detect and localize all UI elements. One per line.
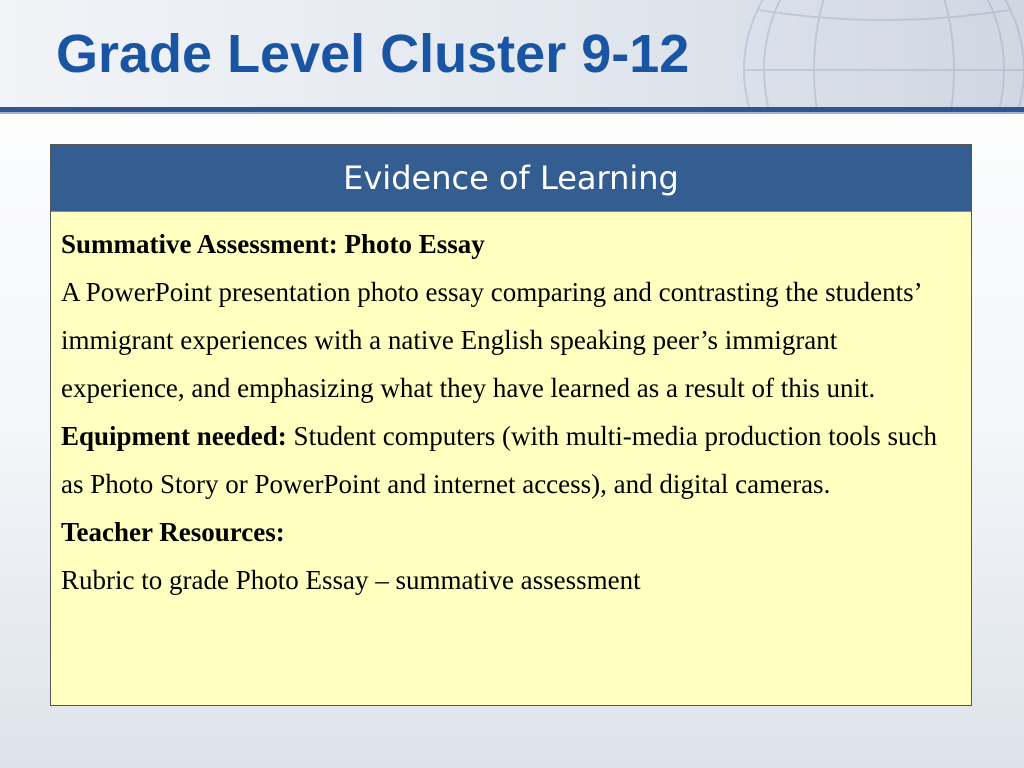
resources-label: Teacher Resources: bbox=[61, 517, 285, 547]
table-header: Evidence of Learning bbox=[51, 145, 971, 212]
header-divider-accent bbox=[0, 112, 1024, 114]
resources-item: Rubric to grade Photo Essay – summative assessment bbox=[61, 565, 641, 595]
equipment-label: Equipment needed: bbox=[61, 421, 287, 451]
equipment-text: Student computers (with multi-media production tools such as Photo Story or PowerPoint and internet access), and digital cameras. bbox=[61, 421, 937, 499]
evidence-table bbox=[50, 144, 972, 706]
assessment-heading: Summative Assessment: Photo Essay bbox=[61, 229, 485, 259]
table-body bbox=[51, 212, 971, 604]
assessment-description: A PowerPoint presentation photo essay comparing and contrasting the students’ immigrant experiences with a native English speaking peer’s immigrant experience, and emphasizing what they have learned as a result of this unit. bbox=[61, 277, 921, 403]
header-band bbox=[0, 0, 1024, 107]
equipment-paragraph bbox=[61, 412, 961, 508]
slide-title: Grade Level Cluster 9-12 bbox=[56, 24, 690, 84]
globe-icon bbox=[704, 0, 1024, 107]
